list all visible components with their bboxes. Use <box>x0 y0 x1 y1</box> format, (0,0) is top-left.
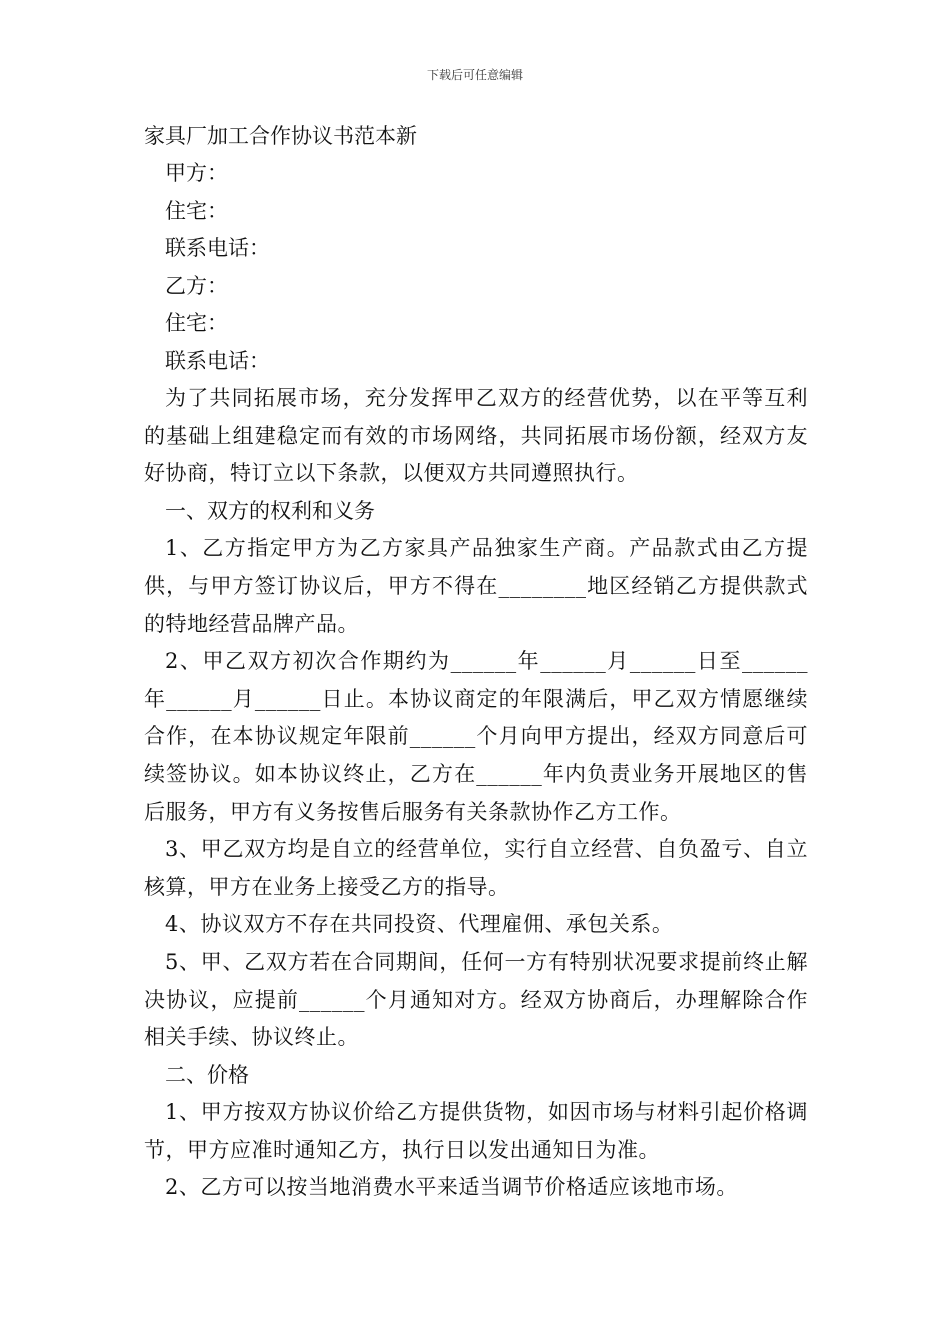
clause-2-1: 1、甲方按双方协议价给乙方提供货物，如因市场与材料引起价格调节，甲方应准时通知乙方，执行日以发出通知日为准。 <box>144 1100 808 1162</box>
party-b-label: 乙方： <box>165 273 228 298</box>
intro-paragraph: 为了共同拓展市场，充分发挥甲乙双方的经营优势，以在平等互利的基础上组建稳定而有效的市场网络，共同拓展市场份额，经双方友好协商，特订立以下条款，以便双方共同遵照执行。 <box>144 386 808 486</box>
document-title: 家具厂加工合作协议书范本新 <box>144 124 417 148</box>
party-b-phone-label: 联系电话： <box>165 348 270 373</box>
page-header-note: 下载后可任意编辑 <box>426 68 523 82</box>
clause-1-3: 3、甲乙双方均是自立的经营单位，实行自立经营、自负盈亏、自立核算，甲方在业务上接受乙方的指导。 <box>144 837 808 899</box>
section-heading-rights: 一、双方的权利和义务 <box>165 498 375 523</box>
clause-1-2: 2、甲乙双方初次合作期约为______年______月______日至______年______月______日止。本协议商定的年限满后，甲乙双方情愿继续合作，在本协议规定年限前______个月向甲方提出，经双方同意后可续签协议。如本协议终止，乙方在______年内负责业务开展地区的售后服务，甲方有义务按售后服务有关条款协作乙方工作。 <box>144 649 808 824</box>
clause-2-2: 2、乙方可以按当地消费水平来适当调节价格适应该地市场。 <box>165 1175 738 1200</box>
document-body <box>144 118 808 1207</box>
party-b-address-label: 住宅： <box>165 311 228 335</box>
clause-1-4: 4、协议双方不存在共同投资、代理雇佣、承包关系。 <box>165 912 674 937</box>
clause-1-1: 1、乙方指定甲方为乙方家具产品独家生产商。产品款式由乙方提供，与甲方签订协议后，甲方不得在________地区经销乙方提供款式的特地经营品牌产品。 <box>144 536 808 636</box>
party-a-label: 甲方： <box>165 161 228 185</box>
party-a-address-label: 住宅： <box>165 198 228 223</box>
party-a-phone-label: 联系电话： <box>165 236 270 260</box>
clause-1-5: 5、甲、乙双方若在合同期间，任何一方有特别状况要求提前终止解决协议，应提前______个月通知对方。经双方协商后，办理解除合作相关手续、协议终止。 <box>144 949 808 1050</box>
section-heading-price: 二、价格 <box>165 1062 249 1087</box>
